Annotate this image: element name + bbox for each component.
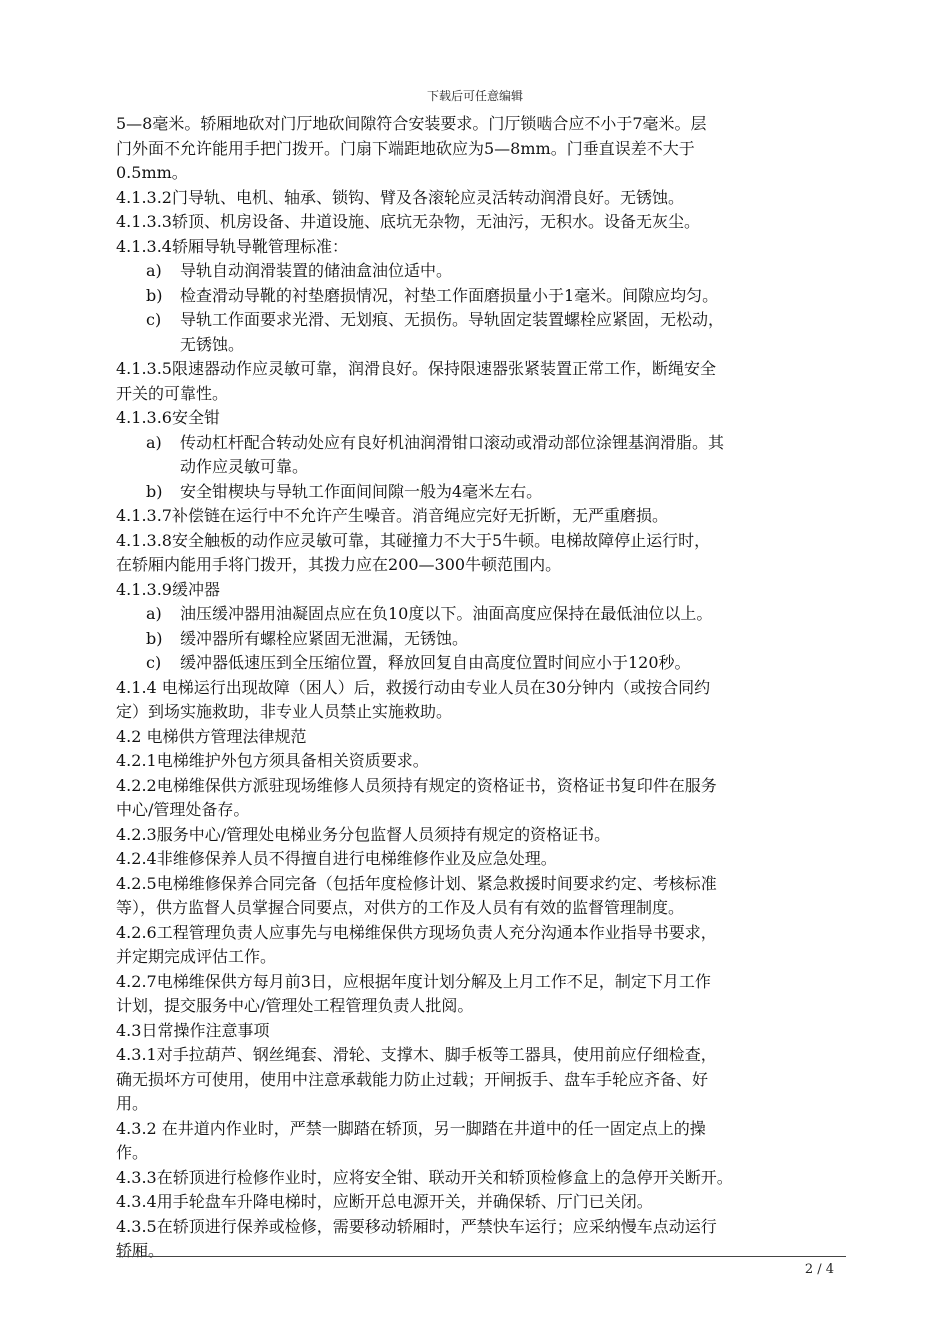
text-line: 4.2.6工程管理负责人应事先与电梯维保供方现场负责人充分沟通本作业指导书要求， (116, 922, 717, 942)
text-line: 4.3.5在轿顶进行保养或检修，需要移动轿厢时，严禁快车运行；应采纳慢车点动运行 (116, 1216, 717, 1236)
list-item-text: 传动杠杆配合转动处应有良好机油润滑钳口滚动或滑动部位涂锂基润滑脂。其 (180, 432, 725, 452)
list-marker: c) (146, 310, 162, 329)
list-item-text: 油压缓冲器用油凝固点应在负10度以下。油面高度应保持在最低油位以上。 (180, 604, 713, 623)
list-item-text: 动作应灵敏可靠。 (180, 457, 309, 476)
text-line: 4.1.3.2门导轨、电机、轴承、锁钩、臂及各滚轮应灵活转动润滑良好。无锈蚀。 (116, 187, 684, 207)
list-item (116, 480, 846, 505)
text-line: 4.1.3.7补偿链在运行中不允许产生噪音。消音绳应完好无折断，无严重磨损。 (116, 506, 668, 525)
text-line: 开关的可靠性。 (116, 383, 229, 403)
list-marker: a) (146, 432, 162, 452)
text-line: 在轿厢内能用手将门拨开，其拨力应在200—300牛顿范围内。 (116, 555, 562, 574)
list-item (116, 431, 846, 456)
text-line: 4.1.3.4轿厢导轨导靴管理标准： (116, 236, 348, 256)
list-item (116, 308, 846, 333)
text-line: 定）到场实施救助，非专业人员禁止实施救助。 (116, 702, 453, 721)
list-item-text: 导轨自动润滑装置的储油盒油位适中。 (180, 261, 453, 280)
list-item-text: 缓冲器所有螺栓应紧固无泄漏，无锈蚀。 (180, 628, 469, 648)
list-marker: c) (146, 653, 162, 672)
text-line: 4.2.2电梯维保供方派驻现场维修人员须持有规定的资格证书，资格证书复印件在服务 (116, 775, 717, 795)
list-item (116, 602, 846, 627)
text-line: 门外面不允许能用手把门拨开。门扇下端距地砍应为5—8mm。门垂直误差不大于 (116, 138, 695, 158)
text-line: 用。 (116, 1094, 149, 1113)
list-marker: b) (146, 628, 163, 648)
document-body (116, 112, 846, 1264)
text-line: 计划，提交服务中心/管理处工程管理负责人批阅。 (116, 996, 474, 1015)
list-marker: b) (146, 481, 163, 501)
list-marker: a) (146, 261, 162, 280)
text-line: 4.3.4用手轮盘车升降电梯时，应断开总电源开关，并确保轿、厅门已关闭。 (116, 1192, 653, 1211)
section-heading: 4.3日常操作注意事项 (116, 1020, 270, 1040)
list-marker: b) (146, 285, 163, 305)
text-line: 作。 (116, 1143, 149, 1162)
list-item (116, 259, 846, 284)
list-item-continuation (116, 455, 846, 480)
text-line: 4.2.1电梯维护外包方须具备相关资质要求。 (116, 751, 429, 770)
list-item-text: 导轨工作面要求光滑、无划痕、无损伤。导轨固定装置螺栓应紧固，无松动， (180, 310, 725, 329)
text-line: 确无损坏方可使用，使用中注意承载能力防止过载；开闸扳手、盘车手轮应齐备、好 (116, 1069, 709, 1089)
list-item (116, 284, 846, 309)
text-line: 4.1.3.5限速器动作应灵敏可靠，润滑良好。保持限速器张紧装置正常工作，断绳安全 (116, 359, 716, 378)
text-line: 4.2.3服务中心/管理处电梯业务分包监督人员须持有规定的资格证书。 (116, 824, 611, 844)
text-line: 4.1.3.3轿顶、机房设备、井道设施、底坑无杂物，无油污，无积水。设备无灰尘。 (116, 212, 700, 231)
text-line: 4.2.7电梯维保供方每月前3日，应根据年度计划分解及上月工作不足，制定下月工作 (116, 971, 711, 991)
text-line: 4.1.3.9缓冲器 (116, 579, 220, 599)
text-line: 轿厢。 (116, 1241, 165, 1260)
text-line: 4.2.5电梯维修保养合同完备（包括年度检修计划、紧急救援时间要求约定、考核标准 (116, 873, 717, 893)
page-number: 2 / 4 (804, 1262, 834, 1277)
text-line: 4.1.3.6安全钳 (116, 408, 220, 427)
text-line: 中心/管理处备存。 (116, 800, 250, 819)
footer-divider (116, 1256, 846, 1257)
list-item (116, 651, 846, 676)
list-item-continuation (116, 333, 846, 358)
list-item-text: 缓冲器低速压到全压缩位置，释放回复自由高度位置时间应小于120秒。 (180, 653, 691, 672)
text-line: 4.1.3.8安全触板的动作应灵敏可靠，其碰撞力不大于5牛顿。电梯故障停止运行时， (116, 530, 711, 550)
text-line: 并定期完成评估工作。 (116, 947, 277, 966)
section-heading: 4.2 电梯供方管理法律规范 (116, 726, 307, 746)
text-line: 4.3.2 在井道内作业时，严禁一脚踏在轿顶，另一脚踏在井道中的任一固定点上的操 (116, 1118, 706, 1138)
text-line: 4.3.1对手拉葫芦、钢丝绳套、滑轮、支撑木、脚手板等工器具，使用前应仔细检查， (116, 1045, 717, 1064)
list-item-text: 安全钳楔块与导轨工作面间间隙一般为4毫米左右。 (180, 481, 543, 501)
list-item (116, 627, 846, 652)
text-line: 4.2.4非维修保养人员不得擅自进行电梯维修作业及应急处理。 (116, 849, 557, 868)
page-header: 下载后可任意编辑 (426, 89, 523, 103)
text-line: 等），供方监督人员掌握合同要点，对供方的工作及人员有有效的监督管理制度。 (116, 898, 685, 917)
text-line: 0.5mm。 (116, 163, 188, 182)
list-marker: a) (146, 604, 162, 623)
text-line: 4.3.3在轿顶进行检修作业时，应将安全钳、联动开关和轿顶检修盒上的急停开关断开。 (116, 1167, 733, 1187)
list-item-text: 无锈蚀。 (180, 334, 245, 354)
text-line: 5—8毫米。轿厢地砍对门厅地砍间隙符合安装要求。门厅锁啮合应不小于7毫米。层 (116, 114, 707, 133)
text-line: 4.1.4 电梯运行出现故障（困人）后，救援行动由专业人员在30分钟内（或按合同约 (116, 677, 711, 697)
list-item-text: 检查滑动导靴的衬垫磨损情况，衬垫工作面磨损量小于1毫米。间隙应均匀。 (180, 285, 719, 305)
